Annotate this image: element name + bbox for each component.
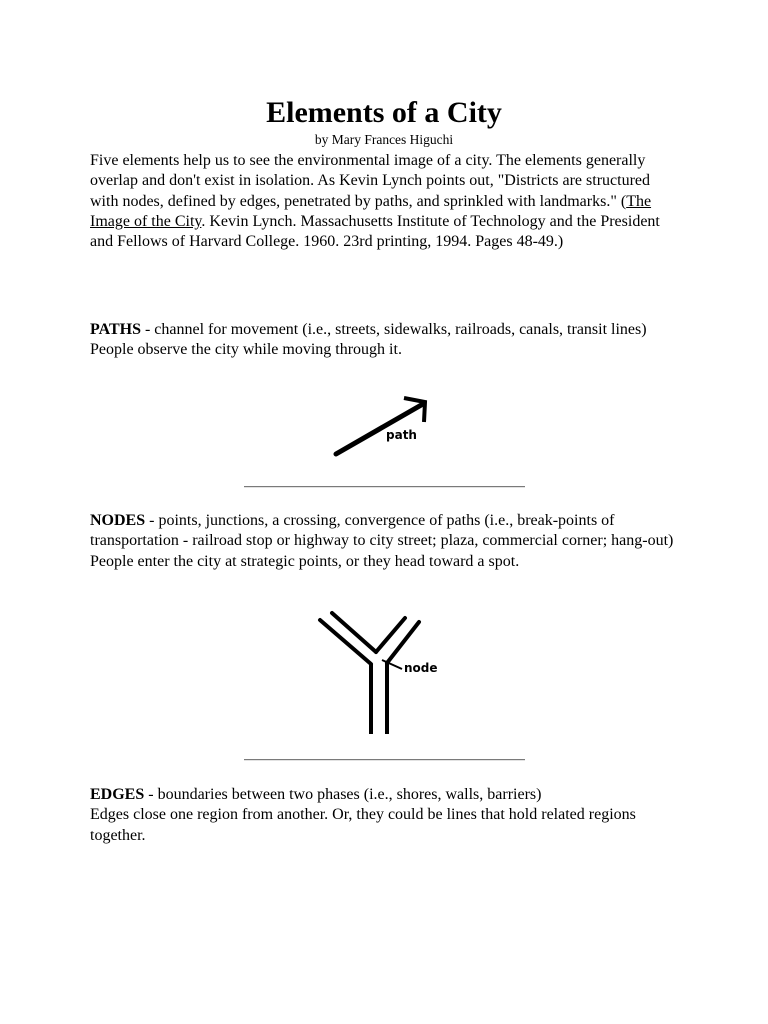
paths-definition-text: - channel for movement (i.e., streets, sidewalks, railroads, canals, transit lines) [140, 321, 647, 338]
paths-term: PATHS [90, 321, 141, 338]
nodes-definition-text: - points, junctions, a crossing, convergence of paths (i.e., break-points of transportation - railroad stop or highway to city street; plaza, commercial corner; hang-out) [90, 512, 674, 550]
section-divider [244, 759, 525, 761]
nodes-description: People enter the city at strategic points, or they head toward a spot. [90, 552, 520, 570]
node-right-branch-outer [387, 622, 419, 663]
intro-text-end: . Kevin Lynch. Massachusetts Institute of Technology and the President and Fellows of Harvard College. 1960. 23rd printing, 1994. Pages 48-49.) [90, 212, 660, 251]
node-diagram [316, 608, 446, 738]
edges-description: Edges close one region from another. Or, they could be lines that hold related regions together. [90, 806, 636, 844]
page-title: Elements of a City [266, 96, 502, 129]
edges-term: EDGES [90, 786, 145, 803]
path-diagram [328, 388, 438, 460]
paths-definition [90, 320, 680, 340]
nodes-term: NODES [90, 512, 146, 529]
nodes-definition [90, 511, 680, 552]
intro-paragraph [90, 151, 680, 252]
author-byline: by Mary Frances Higuchi [314, 132, 454, 147]
book-title-link[interactable]: The Image of the City [90, 192, 652, 230]
edges-section [90, 785, 680, 846]
paths-description: People observe the city while moving through it. [90, 341, 402, 359]
path-figure-label: path [386, 428, 417, 442]
intro-text-start: Five elements help us to see the environmental image of a city. The elements generally overlap and don't exist in isolation. As Kevin Lynch points out, "Districts are structured with nodes, defined by edges, penetrated by paths, and sprinkled with landmarks." ( [90, 152, 650, 210]
nodes-section [90, 511, 680, 572]
edges-definition [90, 785, 680, 805]
node-figure-label: node [404, 661, 438, 675]
paths-section [90, 320, 680, 361]
node-left-branch-inner [332, 613, 376, 652]
edges-definition-text: - boundaries between two phases (i.e., shores, walls, barriers) [144, 786, 542, 803]
section-divider [244, 486, 525, 488]
